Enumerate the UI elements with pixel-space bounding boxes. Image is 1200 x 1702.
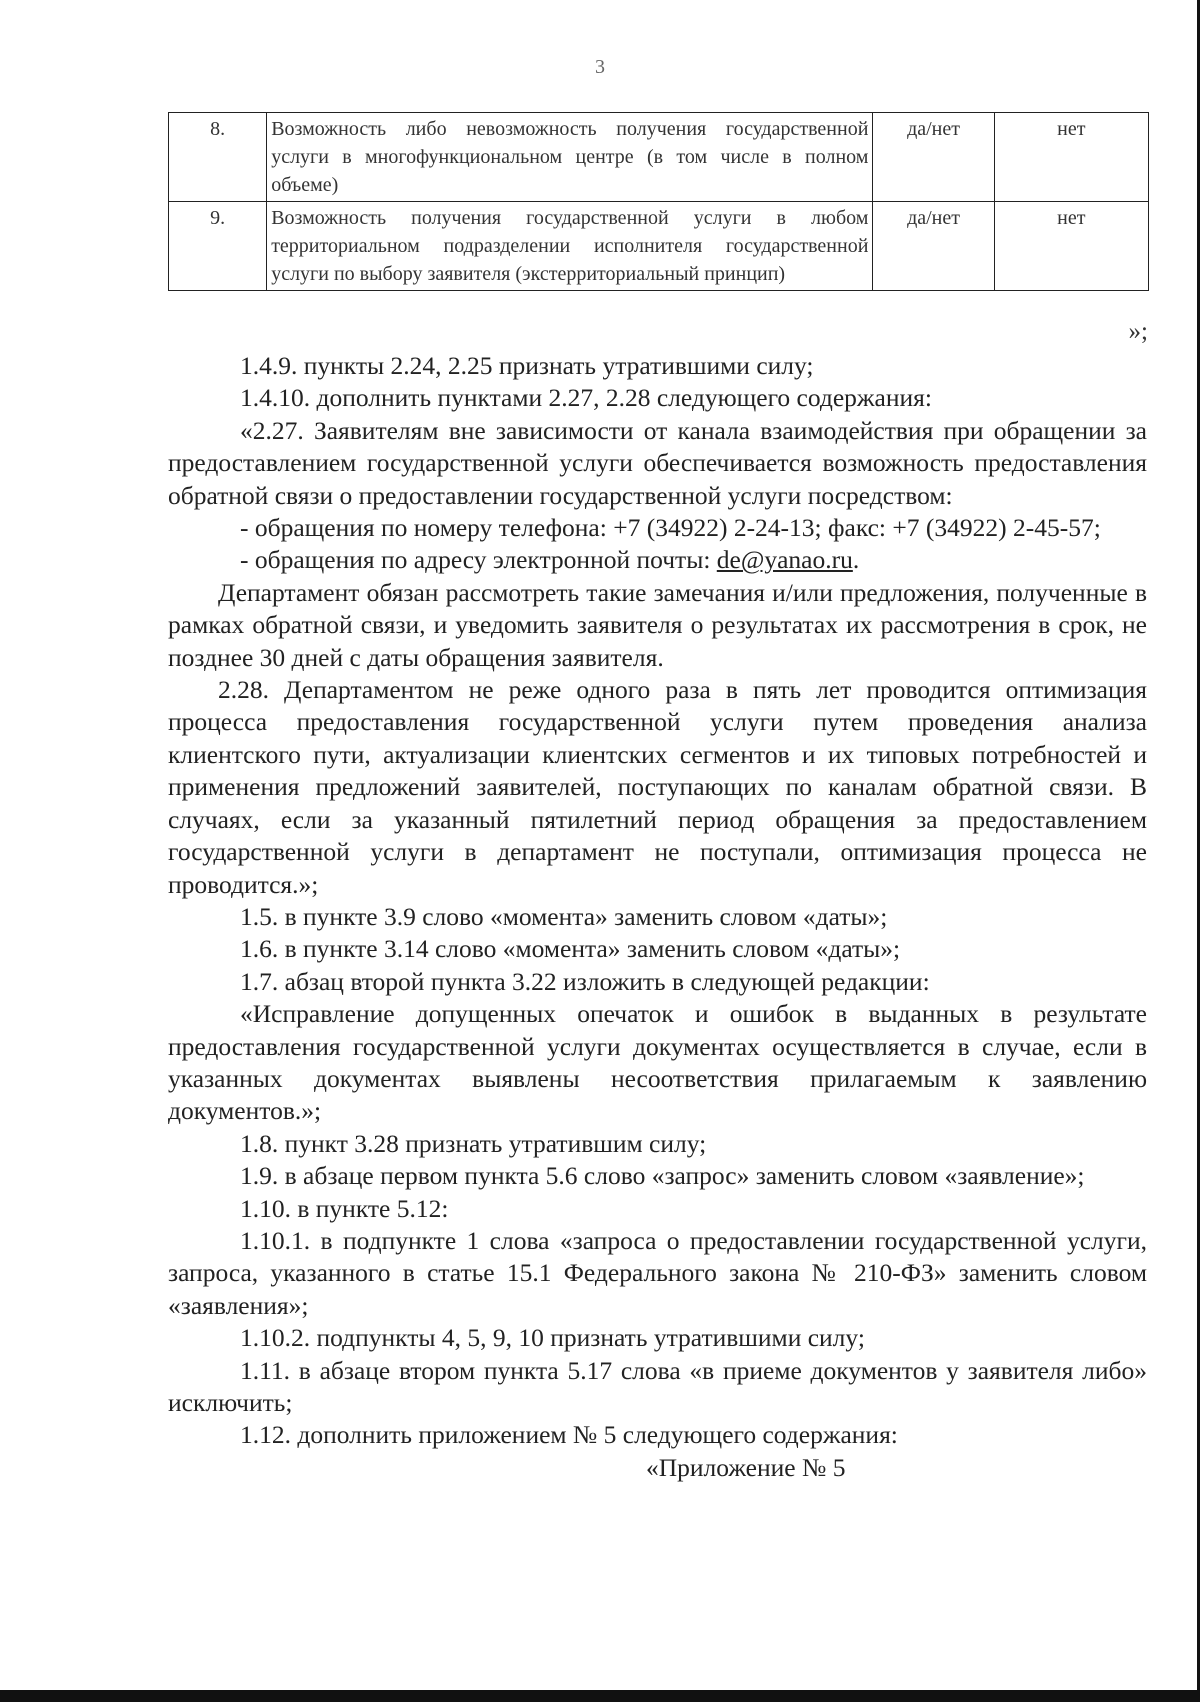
- annex-heading: «Приложение № 5: [646, 1452, 846, 1482]
- table-closing-quote: »;: [1128, 318, 1148, 345]
- indicators-table: [168, 112, 1149, 291]
- row-answer: нет: [994, 113, 1148, 202]
- paragraph-1-4-10: 1.4.10. дополнить пунктами 2.27, 2.28 следующего содержания:: [240, 383, 932, 413]
- paragraph-1-7: 1.7. абзац второй пункта 3.22 изложить в следующей редакции:: [240, 966, 930, 996]
- paragraph-1-4-9: 1.4.9. пункты 2.24, 2.25 признать утратившими силу;: [240, 351, 814, 380]
- paragraph-1-6: 1.6. в пункте 3.14 слово «момента» заменить словом «даты»;: [240, 934, 901, 964]
- paragraph-department: Департамент обязан рассмотреть такие замечания и/или предложения, полученные в рамках обратной связи, и уведомить заявителя о результатах их рассмотрения в срок, не позднее 30 дней с даты обращения заявителя.: [168, 577, 1147, 672]
- paragraph-correction: «Исправление допущенных опечаток и ошибок в выданных в результате предоставления государственной услуги документах осуществляется в случае, если в указанных документах выявлены несоответствия прилагаемым к заявлению документов.»;: [168, 999, 1147, 1126]
- paragraph-email: [168, 544, 1147, 576]
- paragraph-1-12: 1.12. дополнить приложением № 5 следующего содержания:: [240, 1420, 898, 1450]
- paragraph-1-10: 1.10. в пункте 5.12:: [240, 1193, 449, 1223]
- paragraph-1-9: 1.9. в абзаце первом пункта 5.6 слово «запрос» заменить словом «заявление»;: [240, 1161, 1085, 1191]
- row-answer: нет: [994, 202, 1148, 291]
- row-description: Возможность получения государственной услуги в любом территориальном подразделении исполнителя государственной услуги по выбору заявителя (экстерриториальный принцип): [267, 202, 873, 291]
- row-description: Возможность либо невозможность получения государственной услуги в многофункциональном центре (в том числе в полном объеме): [267, 113, 873, 202]
- table-row: [169, 113, 1149, 202]
- scan-edge-bottom: [0, 1690, 1200, 1702]
- row-number: 8.: [169, 113, 267, 202]
- paragraph-1-11: 1.11. в абзаце втором пункта 5.17 слова «в приеме документов у заявителя либо» исключить;: [168, 1355, 1147, 1417]
- page-number: 3: [595, 56, 605, 78]
- email-suffix: .: [852, 545, 860, 575]
- paragraph-1-5: 1.5. в пункте 3.9 слово «момента» заменить словом «даты»;: [240, 901, 888, 931]
- paragraph-1-8: 1.8. пункт 3.28 признать утратившим силу;: [240, 1128, 707, 1158]
- table-row: [169, 202, 1149, 291]
- email-prefix: - обращения по адресу электронной почты:: [240, 545, 717, 575]
- paragraph-2-27: «2.27. Заявителям вне зависимости от канала взаимодействия при обращении за предоставлением государственной услуги обеспечивается возможность предоставления обратной связи о предоставлении государственной услуги посредством:: [168, 415, 1147, 510]
- paragraph-phone: - обращения по номеру телефона: +7 (34922) 2-24-13; факс: +7 (34922) 2-45-57;: [240, 513, 1101, 543]
- row-options: да/нет: [873, 113, 994, 202]
- paragraph-1-10-1: 1.10.1. в подпункте 1 слова «запроса о предоставлении государственной услуги, запроса, указанного в статье 15.1 Федерального закона № 210-ФЗ» заменить словом «заявления»;: [168, 1225, 1147, 1320]
- row-number: 9.: [169, 202, 267, 291]
- row-options: да/нет: [873, 202, 994, 291]
- paragraph-1-10-2: 1.10.2. подпункты 4, 5, 9, 10 признать утратившими силу;: [240, 1323, 865, 1353]
- paragraph-2-28: 2.28. Департаментом не реже одного раза в пять лет проводится оптимизация процесса предоставления государственной услуги путем проведения анализа клиентского пути, актуализации клиентских сегментов и их типовых потребностей и применения предложений заявителей, поступающих по каналам обратной связи. В случаях, если за указанный пятилетний период обращения за предоставлением государственной услуги в департамент не поступали, оптимизация процесса не проводится.»;: [168, 675, 1147, 899]
- document-body: [168, 350, 1147, 1484]
- email-link[interactable]: de@yanao.ru: [716, 545, 853, 575]
